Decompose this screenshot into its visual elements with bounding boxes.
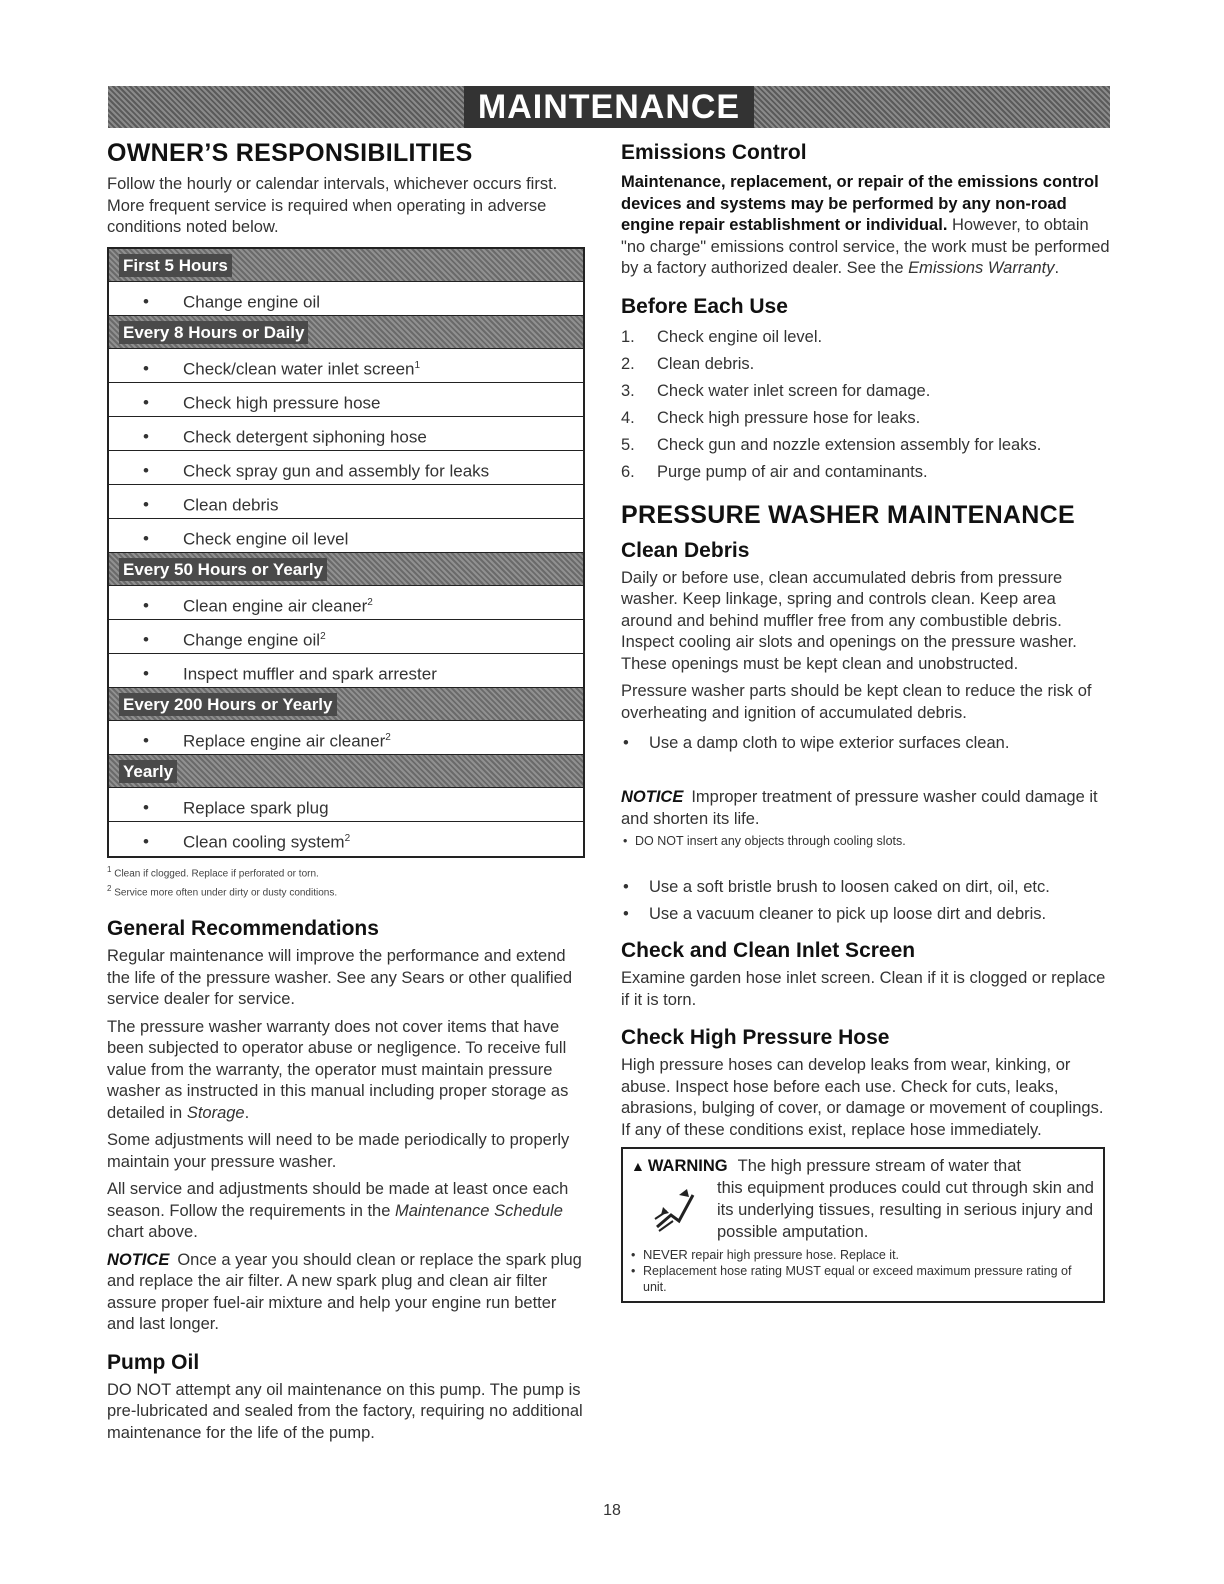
right-column xyxy=(621,140,1111,1303)
step-item: 2. Clean debris. xyxy=(621,354,755,373)
warning-text: this equipment produces could cut through skin and its underlying tissues, resulting in serious injury and possible amputation. xyxy=(717,1179,1094,1241)
schedule-interval-header: Yearly xyxy=(109,755,583,788)
owners-intro: Follow the hourly or calendar intervals, whichever occurs first. More frequent service is required when operating in adverse conditions noted below. xyxy=(107,175,558,236)
step-item: 4. Check high pressure hose for leaks. xyxy=(621,408,921,427)
schedule-interval-header: Every 8 Hours or Daily xyxy=(109,316,583,349)
notice-bullets xyxy=(621,832,1111,850)
clean-bullets-1 xyxy=(621,730,1111,757)
list-item: • Replacement hose rating MUST equal or exceed maximum pressure rating of unit. xyxy=(631,1263,1095,1295)
warning-bullets xyxy=(631,1247,1095,1295)
schedule-row: • Change engine oil xyxy=(109,282,583,316)
schedule-interval-header: First 5 Hours xyxy=(109,249,583,282)
schedule-row: • Replace spark plug xyxy=(109,788,583,822)
pwm-title: PRESSURE WASHER MAINTENANCE xyxy=(621,500,1075,529)
step-item: 3. Check water inlet screen for damage. xyxy=(621,381,931,400)
banner-title: MAINTENANCE xyxy=(464,86,754,128)
section-banner xyxy=(108,86,1110,128)
warning-line1: The high pressure stream of water that xyxy=(737,1157,1021,1175)
schedule-row: • Inspect muffler and spark arrester xyxy=(109,654,583,688)
owners-title: OWNER’S RESPONSIBILITIES xyxy=(107,139,473,167)
inlet-title: Check and Clean Inlet Screen xyxy=(621,939,916,962)
schedule-row: • Check high pressure hose xyxy=(109,383,583,417)
schedule-row: • Check engine oil level xyxy=(109,519,583,553)
pump-text: DO NOT attempt any oil maintenance on this pump. The pump is pre-lubricated and sealed from the factory, requiring no additional maintenance for the life of the pump. xyxy=(107,1380,583,1442)
high-pressure-cut-hazard-icon xyxy=(631,1177,717,1243)
general-title: General Recommendations xyxy=(107,917,379,941)
hose-text: High pressure hoses can develop leaks from wear, kinking, or abuse. Inspect hose before each use. Check for cuts, leaks, abrasions, bulging of cover, or damage or movement of couplings. If any of these conditions exist, replace hose immediately. xyxy=(621,1056,1104,1139)
clean-debris-title: Clean Debris xyxy=(621,538,750,562)
emissions-text: Maintenance, replacement, or repair of the emissions control devices and systems may be performed by any non-road engine repair establishment or individual. However, to obtain "no charge" emissions control service, the work must be performed by a factory authorized dealer. See the Emissions Warranty. xyxy=(621,173,1110,277)
general-notice: NOTICE Once a year you should clean or replace the spark plug and replace the air filter. A new spark plug and clean air filter assure proper fuel-air mixture and help your engine run better and last longer. xyxy=(107,1250,582,1334)
schedule-row: • Change engine oil$^2$ xyxy=(109,620,583,654)
hose-title: Check High Pressure Hose xyxy=(621,1026,890,1049)
list-item: • Use a soft bristle brush to loosen caked on dirt, oil, etc. xyxy=(621,874,1111,901)
schedule-row: • Check detergent siphoning hose xyxy=(109,417,583,451)
schedule-interval-header: Every 200 Hours or Yearly xyxy=(109,688,583,721)
step-item: 1. Check engine oil level. xyxy=(621,327,823,346)
clean-p1: Daily or before use, clean accumulated debris from pressure washer. Keep linkage, spring and controls clean. Keep area around and behind muffler free from any combustible debris. Inspect cooling air slots and openings on the pressure washer. These openings must be kept clean and unobstructed. xyxy=(621,568,1077,673)
schedule-interval-header: Every 50 Hours or Yearly xyxy=(109,553,583,586)
inlet-text: Examine garden hose inlet screen. Clean if it is clogged or replace if it is torn. xyxy=(621,969,1106,1009)
before-title: Before Each Use xyxy=(621,294,788,318)
left-column xyxy=(107,138,587,1450)
list-item: • Use a vacuum cleaner to pick up loose dirt and debris. xyxy=(621,901,1111,928)
maintenance-schedule-table xyxy=(107,247,585,858)
warning-triangle-icon: ▲ xyxy=(631,1158,645,1174)
schedule-row: • Clean debris xyxy=(109,485,583,519)
footnotes xyxy=(107,862,587,901)
step-item: 5. Check gun and nozzle extension assembly for leaks. xyxy=(621,435,1042,454)
footnote-2: $^2$ Service more often under dirty or dusty conditions. xyxy=(107,883,338,899)
schedule-row: • Check spray gun and assembly for leaks xyxy=(109,451,583,485)
step-item: 6. Purge pump of air and contaminants. xyxy=(621,462,928,481)
pump-title: Pump Oil xyxy=(107,1350,200,1374)
schedule-row: • Replace engine air cleaner$^2$ xyxy=(109,721,583,755)
general-p1: Regular maintenance will improve the performance and extend the life of the pressure washer. See any Sears or other qualified service dealer for service. xyxy=(107,947,573,1009)
clean-bullets-2 xyxy=(621,874,1111,928)
before-steps xyxy=(621,324,1111,486)
warning-label: ▲ WARNING xyxy=(631,1157,728,1175)
list-item: • DO NOT insert any objects through cooling slots. xyxy=(621,832,1111,850)
general-p2: The pressure washer warranty does not cover items that have been subjected to operator abuse or negligence. To receive full value from the warranty, the operator must maintain pressure washer as instructed in this manual including proper storage as detailed in Storage. xyxy=(107,1017,569,1122)
schedule-row: • Clean engine air cleaner$^2$ xyxy=(109,586,583,620)
page-number: 18 xyxy=(603,1502,621,1519)
list-item: • NEVER repair high pressure hose. Replace it. xyxy=(631,1247,1095,1263)
schedule-row: • Check/clean water inlet screen$^1$ xyxy=(109,349,583,383)
clean-p2: Pressure washer parts should be kept clean to reduce the risk of overheating and ignition of accumulated debris. xyxy=(621,682,1092,722)
general-p3: Some adjustments will need to be made periodically to properly maintain your pressure washer. xyxy=(107,1131,570,1171)
pwm-notice: NOTICE Improper treatment of pressure washer could damage it and shorten its life. xyxy=(621,788,1098,828)
schedule-row: • Clean cooling system$^2$ xyxy=(143,832,351,852)
warning-box xyxy=(621,1147,1105,1303)
list-item: • Use a damp cloth to wipe exterior surfaces clean. xyxy=(621,730,1111,757)
footnote-1: $^1$ Clean if clogged. Replace if perforated or torn. xyxy=(107,864,319,879)
emissions-title: Emissions Control xyxy=(621,141,807,164)
general-p4: All service and adjustments should be made at least once each season. Follow the requirements in the Maintenance Schedule chart above. xyxy=(107,1180,569,1242)
